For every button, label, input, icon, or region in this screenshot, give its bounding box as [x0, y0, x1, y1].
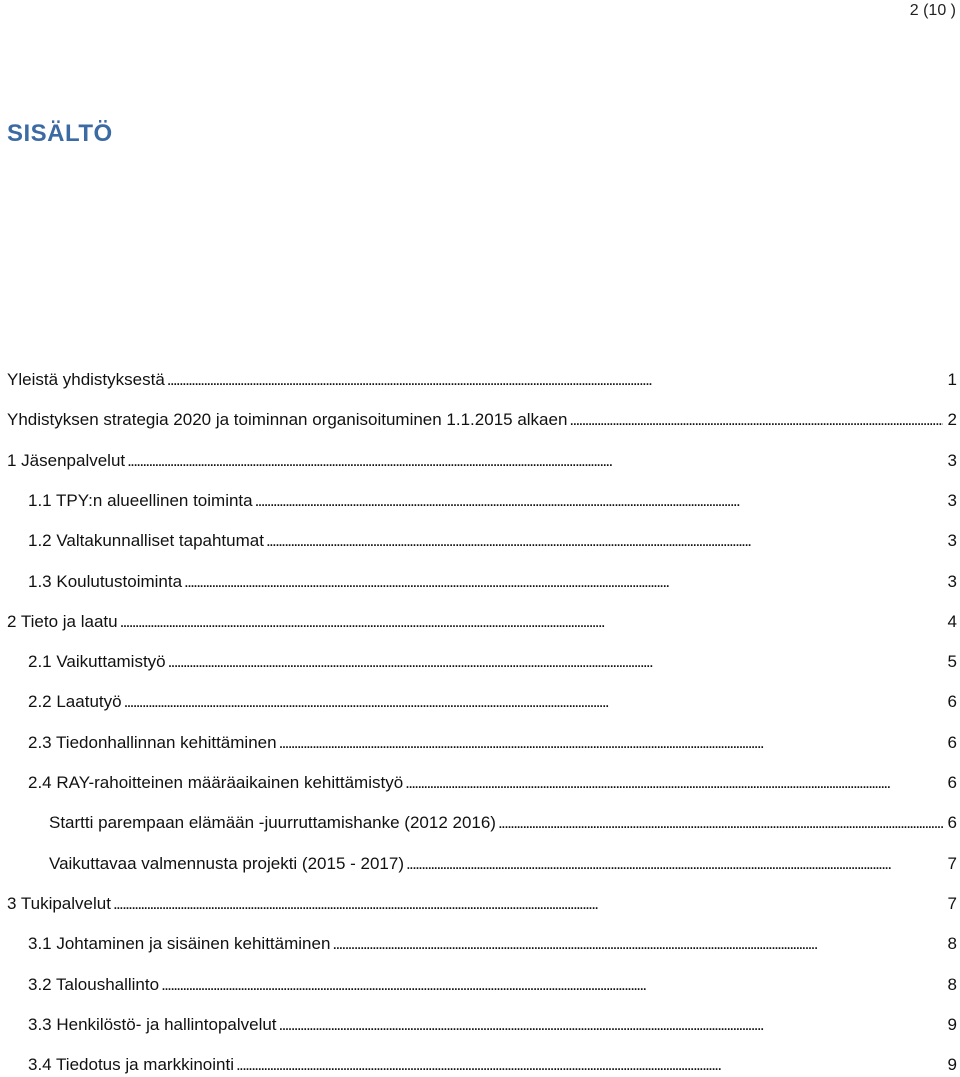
toc-entry-title: Yleistä yhdistyksestä: [7, 370, 165, 389]
toc-entry[interactable]: [0, 690, 957, 714]
toc-dot-leader: [184, 570, 943, 594]
toc-entry-page: 6: [947, 773, 957, 792]
toc-entry-page: 8: [947, 934, 957, 953]
toc-dot-leader: [406, 852, 943, 876]
toc-entry-page: 7: [947, 894, 957, 913]
toc-dot-leader: [255, 489, 943, 513]
toc-entry-page: 9: [947, 1055, 957, 1074]
toc-entry-page: 3: [947, 572, 957, 591]
toc-entry[interactable]: [0, 408, 957, 432]
toc-entry-title: 1.1 TPY:n alueellinen toiminta: [28, 491, 253, 510]
toc-entry-title: Startti parempaan elämään -juurruttamishanke (2012 2016): [49, 813, 496, 832]
toc-entry-page: 6: [947, 813, 957, 832]
toc-entry-title: 3.3 Henkilöstö- ja hallintopalvelut: [28, 1015, 277, 1034]
toc-entry[interactable]: [0, 1013, 957, 1037]
toc-entry-page: 8: [947, 975, 957, 994]
toc-entry[interactable]: [0, 973, 957, 997]
toc-entry-title: 3.2 Taloushallinto: [28, 975, 160, 994]
toc-entry-title: 3 Tukipalvelut: [7, 894, 111, 913]
toc-entry-title: 2 Tieto ja laatu: [7, 612, 118, 631]
toc-dot-leader: [498, 811, 943, 835]
toc-entry[interactable]: [0, 570, 957, 594]
toc-dot-leader: [266, 529, 943, 553]
toc-entry[interactable]: [0, 449, 957, 473]
toc-entry-page: 1: [947, 370, 957, 389]
toc-entry-title: 2.3 Tiedonhallinnan kehittäminen: [28, 733, 277, 752]
toc-entry-title: 2.1 Vaikuttamistyö: [28, 652, 166, 671]
toc-entry-title: Yhdistyksen strategia 2020 ja toiminnan organisoituminen 1.1.2015 alkaen: [7, 410, 568, 429]
toc-entry[interactable]: [0, 892, 957, 916]
toc-entry-title: 2.2 Laatutyö: [28, 692, 122, 711]
toc-entry-title: Vaikuttavaa valmennusta projekti (2015 - 2017): [49, 854, 404, 873]
toc-entry-page: 6: [947, 692, 957, 711]
toc-dot-leader: [279, 1013, 943, 1037]
toc-dot-leader: [127, 449, 943, 473]
toc-entry[interactable]: [0, 489, 957, 513]
toc-dot-leader: [332, 932, 943, 956]
toc-dot-leader: [405, 771, 943, 795]
toc-entry[interactable]: [0, 1053, 957, 1077]
toc-entry[interactable]: [0, 811, 957, 835]
toc-dot-leader: [279, 731, 943, 755]
toc-dot-leader: [167, 368, 943, 392]
toc-entry-page: 9: [947, 1015, 957, 1034]
toc-entry-title: 1 Jäsenpalvelut: [7, 451, 126, 470]
toc-entry-title: 1.2 Valtakunnalliset tapahtumat: [28, 531, 264, 550]
toc-entry-title: 3.4 Tiedotus ja markkinointi: [28, 1055, 234, 1074]
page-title: SISÄLTÖ: [7, 120, 113, 147]
toc-dot-leader: [120, 610, 943, 634]
toc-entry-page: 3: [947, 491, 957, 510]
toc-entry-page: 2: [947, 410, 957, 429]
toc-entry[interactable]: [0, 771, 957, 795]
toc-entry[interactable]: [0, 529, 957, 553]
toc-entry[interactable]: [0, 368, 957, 392]
toc-entry-page: 6: [947, 733, 957, 752]
toc-entry-page: 7: [947, 854, 957, 873]
page-number: 2 (10 ): [909, 2, 956, 19]
toc-entry-page: 3: [947, 531, 957, 550]
toc-entry-page: 5: [947, 652, 957, 671]
toc-entry[interactable]: [0, 650, 957, 674]
toc-entry[interactable]: [0, 852, 957, 876]
toc-dot-leader: [569, 408, 943, 432]
toc-entry[interactable]: [0, 610, 957, 634]
toc-entry-title: 2.4 RAY-rahoitteinen määräaikainen kehittämistyö: [28, 773, 404, 792]
toc-dot-leader: [124, 690, 943, 714]
toc-dot-leader: [236, 1053, 943, 1077]
toc-entry[interactable]: [0, 731, 957, 755]
toc-entry-page: 4: [947, 612, 957, 631]
toc-entry-title: 1.3 Koulutustoiminta: [28, 572, 183, 591]
toc-dot-leader: [168, 650, 943, 674]
toc-entry-page: 3: [947, 451, 957, 470]
toc-dot-leader: [113, 892, 943, 916]
toc-entry-title: 3.1 Johtaminen ja sisäinen kehittäminen: [28, 934, 331, 953]
toc-entry[interactable]: [0, 932, 957, 956]
toc-dot-leader: [161, 973, 943, 997]
